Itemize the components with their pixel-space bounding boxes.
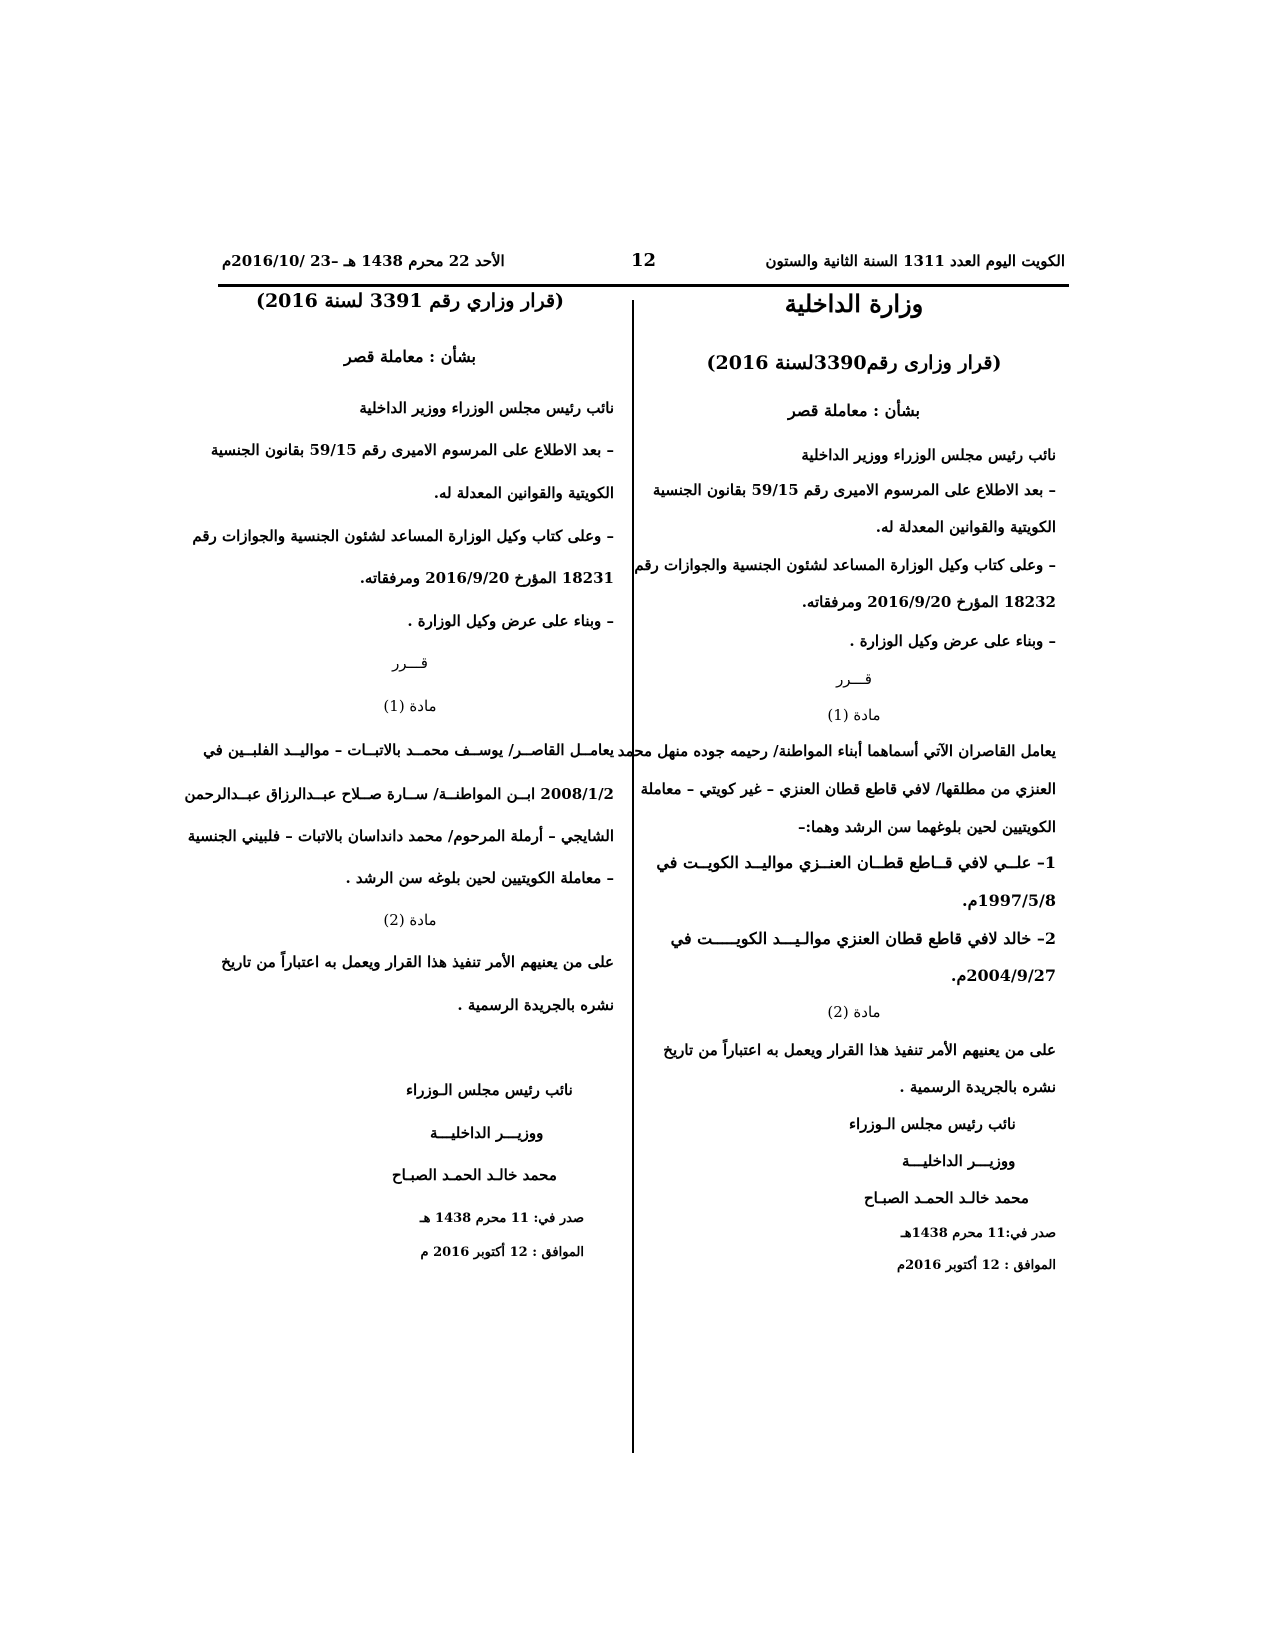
article-1-heading: مادة (1) [383,697,437,715]
decided-heading: قـــرر [836,670,872,688]
minor-list-item: 1997/5/8م. [962,891,1056,910]
decision-title: (قرار وزاري رقم 3391 لسنة 2016) [255,290,565,312]
article-text-line: على من يعنيهم الأمر تنفيذ هذا القرار ويعمل به اعتباراً من تاريخ [221,953,614,971]
page-number: 12 [630,250,657,271]
header-date: الأحد 22 محرم 1438 هـ –23 /2016/10م [222,252,505,270]
signature-title: ووزيـــر الداخليـــة [902,1152,1016,1170]
preamble-line: – وبناء على عرض وكيل الوزارة . [407,612,614,630]
article-1-heading: مادة (1) [827,706,881,724]
corresponding-date: الموافق : 12 أكتوبر 2016 م [420,1245,584,1260]
article-2-heading: مادة (2) [827,1003,881,1021]
ministry-title: وزارة الداخلية [784,289,924,318]
preamble-line: الكويتية والقوانين المعدلة له. [875,518,1056,536]
issue-date: صدر في:11 محرم 1438هـ [900,1226,1056,1241]
preamble-line: – بعد الاطلاع على المرسوم الاميرى رقم 59/15 بقانون الجنسية [210,441,614,459]
article-text-line: الكويتيين لحين بلوغهما سن الرشد وهما:– [797,818,1056,836]
article-text-line: الشايجي – أرملة المرحوم/ محمد دانداسان بالاتبات – فلبيني الجنسية [187,827,614,845]
preamble-line: – بعد الاطلاع على المرسوم الاميرى رقم 59/15 بقانون الجنسية [652,481,1056,499]
article-text-line: نشره بالجريدة الرسمية . [457,996,614,1014]
corresponding-date: الموافق : 12 أكتوبر 2016م [897,1258,1056,1273]
decision-subject: بشأن : معاملة قصر [788,401,920,420]
signature-title: نائب رئيس مجلس الـوزراء [849,1115,1016,1133]
page-header [222,246,1065,278]
decision-subject: بشأن : معاملة قصر [344,347,476,366]
issuer-line: نائب رئيس مجلس الوزراء ووزير الداخلية [359,399,614,417]
header-rule [218,284,1069,287]
article-text-line: يعامــل القاصــر/ يوســف محمــد بالاتبــات – مواليــد الفلبــين في [203,741,614,759]
column-divider [632,300,634,1453]
issuer-line: نائب رئيس مجلس الوزراء ووزير الداخلية [801,446,1056,464]
issue-date: صدر في: 11 محرم 1438 هـ [419,1211,584,1226]
minor-list-item: 2004/9/27م. [950,966,1056,985]
signatory-name: محمد خالـد الحمـد الصبـاح [864,1189,1029,1207]
article-text-line: العنزي من مطلقها/ لافي قاطع قطان العنزي – غير كويتي – معاملة [640,780,1056,798]
signatory-name: محمد خالـد الحمـد الصبـاح [392,1166,557,1184]
article-text-line: يعامل القاصران الآتي أسماهما أبناء المواطنة/ رحيمه جوده منهل محمد [617,742,1056,760]
minor-list-item: 2– خالد لافي قاطع قطان العنزي موالـيـــد الكويـــــت في [670,929,1056,948]
preamble-line: 18231 المؤرخ 2016/9/20 ومرفقاته. [359,569,614,587]
article-text-line: نشره بالجريدة الرسمية . [899,1078,1056,1096]
decided-heading: قـــرر [392,654,428,672]
signature-title: نائب رئيس مجلس الـوزراء [406,1081,573,1099]
preamble-line: – وبناء على عرض وكيل الوزارة . [849,632,1056,650]
preamble-line: – وعلى كتاب وكيل الوزارة المساعد لشئون الجنسية والجوازات رقم [192,527,614,545]
header-issue-info: الكويت اليوم العدد 1311 السنة الثانية والستون [765,252,1065,270]
article-text-line: على من يعنيهم الأمر تنفيذ هذا القرار ويعمل به اعتباراً من تاريخ [663,1041,1056,1059]
article-text-line: 2008/1/2 ابــن المواطنــة/ ســارة صــلاح عبــدالرزاق عبــدالرحمن [184,785,614,803]
signature-title: ووزيـــر الداخليـــة [430,1124,544,1142]
preamble-line: الكويتية والقوانين المعدلة له. [433,484,614,502]
minor-list-item: 1– علــي لافي قــاطع قطــان العنــزي مواليــد الكويــت في [656,853,1056,872]
preamble-line: 18232 المؤرخ 2016/9/20 ومرفقاته. [801,593,1056,611]
decision-title: (قرار وزارى رقم3390لسنة 2016) [706,352,1002,374]
article-text-line: – معاملة الكويتيين لحين بلوغه سن الرشد . [345,869,614,887]
preamble-line: – وعلى كتاب وكيل الوزارة المساعد لشئون الجنسية والجوازات رقم [634,556,1056,574]
article-2-heading: مادة (2) [383,911,437,929]
